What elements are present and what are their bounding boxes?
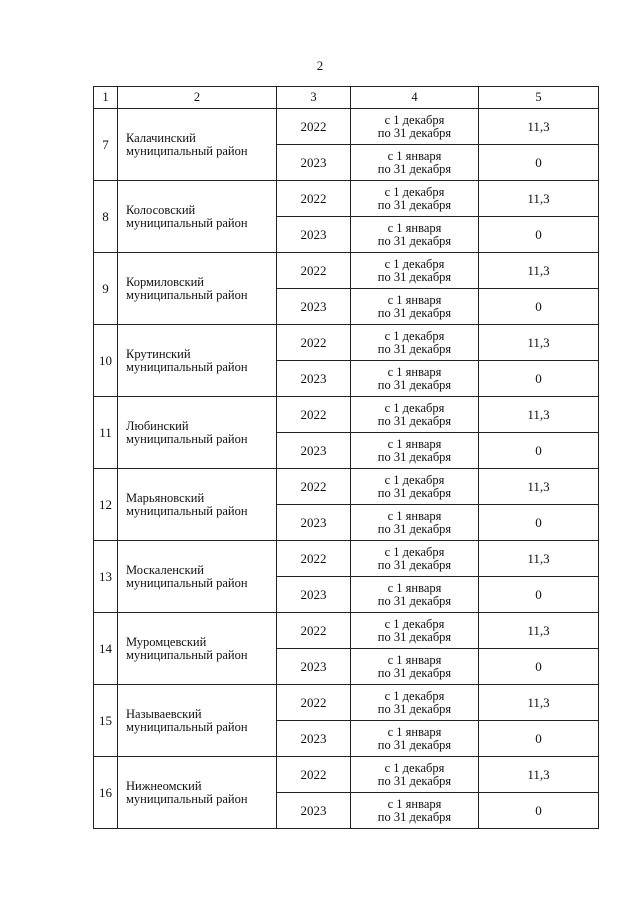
row-number-text: 13 xyxy=(99,569,112,584)
period-cell xyxy=(351,289,479,325)
period-cell-text: с 1 января xyxy=(387,148,442,163)
header-cell-3: 3 xyxy=(277,87,351,109)
period-cell-text: с 1 декабря xyxy=(384,544,445,559)
rate-cell xyxy=(479,433,599,469)
year-cell-text: 2022 xyxy=(300,335,327,350)
year-cell xyxy=(277,505,351,541)
district-name xyxy=(118,757,277,829)
rate-cell-text: 11,3 xyxy=(527,623,550,638)
rate-cell-text: 0 xyxy=(535,659,542,674)
year-cell xyxy=(277,361,351,397)
row-number-text: 12 xyxy=(99,497,112,512)
period-cell xyxy=(351,685,479,721)
row-number xyxy=(94,685,118,757)
year-cell-text: 2022 xyxy=(300,551,327,566)
period-cell-text: с 1 января xyxy=(387,796,442,811)
rate-cell-text: 0 xyxy=(535,227,542,242)
row-number xyxy=(94,253,118,325)
district-name-text: муниципальный район xyxy=(126,719,248,734)
header-cell-2: 2 xyxy=(118,87,277,109)
rate-cell-text: 0 xyxy=(535,587,542,602)
rate-cell xyxy=(479,613,599,649)
district-name-text: Калачинский xyxy=(126,130,196,145)
rate-cell xyxy=(479,361,599,397)
district-name-text: Марьяновский xyxy=(126,490,205,505)
table-row xyxy=(94,397,599,433)
year-cell xyxy=(277,145,351,181)
period-cell-text: по 31 декабря xyxy=(377,197,452,212)
year-cell xyxy=(277,793,351,829)
table-row xyxy=(94,685,599,721)
table-row xyxy=(94,325,599,361)
rate-cell-text: 11,3 xyxy=(527,407,550,422)
rate-cell xyxy=(479,505,599,541)
year-cell-text: 2023 xyxy=(300,515,327,530)
rate-cell xyxy=(479,469,599,505)
district-name-text: муниципальный район xyxy=(126,215,248,230)
row-number-text: 9 xyxy=(102,281,109,296)
rate-cell-text: 11,3 xyxy=(527,335,550,350)
rate-cell xyxy=(479,649,599,685)
district-name xyxy=(118,109,277,181)
year-cell-text: 2022 xyxy=(300,767,327,782)
period-cell xyxy=(351,217,479,253)
rate-cell xyxy=(479,325,599,361)
district-name xyxy=(118,469,277,541)
period-cell-text: по 31 декабря xyxy=(377,377,452,392)
rate-cell-text: 11,3 xyxy=(527,479,550,494)
period-cell xyxy=(351,793,479,829)
rate-cell xyxy=(479,181,599,217)
period-cell-text: по 31 декабря xyxy=(377,665,452,680)
period-cell-text: с 1 декабря xyxy=(384,760,445,775)
rate-cell xyxy=(479,685,599,721)
row-number xyxy=(94,181,118,253)
district-name-text: муниципальный район xyxy=(126,647,248,662)
year-cell xyxy=(277,469,351,505)
rate-cell-text: 11,3 xyxy=(527,767,550,782)
year-cell-text: 2023 xyxy=(300,155,327,170)
year-cell-text: 2023 xyxy=(300,371,327,386)
district-name-text: Нижнеомский xyxy=(126,778,202,793)
period-cell-text: с 1 января xyxy=(387,652,442,667)
period-cell-text: с 1 декабря xyxy=(384,400,445,415)
period-cell-text: с 1 декабря xyxy=(384,472,445,487)
row-number-text: 15 xyxy=(99,713,112,728)
year-cell-text: 2023 xyxy=(300,731,327,746)
rate-cell-text: 0 xyxy=(535,443,542,458)
year-cell-text: 2023 xyxy=(300,659,327,674)
district-name-text: Муромцевский xyxy=(126,634,207,649)
rate-cell xyxy=(479,217,599,253)
district-name-text: муниципальный район xyxy=(126,143,248,158)
year-cell xyxy=(277,757,351,793)
row-number-text: 8 xyxy=(102,209,109,224)
rate-cell-text: 11,3 xyxy=(527,191,550,206)
period-cell-text: по 31 декабря xyxy=(377,629,452,644)
period-cell xyxy=(351,721,479,757)
row-number xyxy=(94,469,118,541)
year-cell xyxy=(277,397,351,433)
year-cell xyxy=(277,721,351,757)
period-cell-text: по 31 декабря xyxy=(377,593,452,608)
period-cell-text: с 1 декабря xyxy=(384,256,445,271)
district-name-text: Крутинский xyxy=(126,346,191,361)
period-cell-text: с 1 января xyxy=(387,436,442,451)
period-cell-text: по 31 декабря xyxy=(377,413,452,428)
period-cell-text: по 31 декабря xyxy=(377,521,452,536)
period-cell xyxy=(351,181,479,217)
district-name xyxy=(118,685,277,757)
rate-cell-text: 0 xyxy=(535,371,542,386)
year-cell xyxy=(277,649,351,685)
year-cell xyxy=(277,577,351,613)
rate-cell-text: 11,3 xyxy=(527,695,550,710)
period-cell xyxy=(351,541,479,577)
header-row xyxy=(94,87,599,109)
table-row xyxy=(94,757,599,793)
period-cell xyxy=(351,145,479,181)
year-cell-text: 2022 xyxy=(300,191,327,206)
period-cell xyxy=(351,757,479,793)
district-name-text: муниципальный район xyxy=(126,287,248,302)
row-number xyxy=(94,541,118,613)
year-cell xyxy=(277,541,351,577)
table-row xyxy=(94,181,599,217)
district-name-text: муниципальный район xyxy=(126,503,248,518)
year-cell-text: 2022 xyxy=(300,479,327,494)
district-name xyxy=(118,613,277,685)
period-cell xyxy=(351,253,479,289)
district-name-text: муниципальный район xyxy=(126,575,248,590)
rate-cell-text: 0 xyxy=(535,299,542,314)
year-cell-text: 2022 xyxy=(300,263,327,278)
period-cell-text: с 1 декабря xyxy=(384,112,445,127)
period-cell-text: по 31 декабря xyxy=(377,161,452,176)
rate-cell-text: 0 xyxy=(535,155,542,170)
row-number-text: 14 xyxy=(99,641,112,656)
table-row xyxy=(94,613,599,649)
rate-cell-text: 0 xyxy=(535,731,542,746)
period-cell-text: по 31 декабря xyxy=(377,341,452,356)
district-name-text: муниципальный район xyxy=(126,359,248,374)
table-row xyxy=(94,469,599,505)
row-number-text: 11 xyxy=(99,425,112,440)
period-cell-text: по 31 декабря xyxy=(377,233,452,248)
period-cell-text: по 31 декабря xyxy=(377,773,452,788)
period-cell-text: с 1 декабря xyxy=(384,184,445,199)
year-cell xyxy=(277,217,351,253)
rate-cell xyxy=(479,253,599,289)
district-name xyxy=(118,181,277,253)
rate-cell-text: 0 xyxy=(535,515,542,530)
year-cell xyxy=(277,325,351,361)
rate-cell xyxy=(479,289,599,325)
table-row xyxy=(94,109,599,145)
period-cell-text: по 31 декабря xyxy=(377,701,452,716)
period-cell-text: с 1 декабря xyxy=(384,328,445,343)
period-cell-text: по 31 декабря xyxy=(377,305,452,320)
year-cell xyxy=(277,181,351,217)
period-cell-text: с 1 декабря xyxy=(384,616,445,631)
year-cell xyxy=(277,109,351,145)
row-number xyxy=(94,109,118,181)
period-cell-text: по 31 декабря xyxy=(377,449,452,464)
period-cell-text: с 1 января xyxy=(387,508,442,523)
period-cell-text: по 31 декабря xyxy=(377,125,452,140)
rate-cell xyxy=(479,793,599,829)
table-row xyxy=(94,541,599,577)
period-cell xyxy=(351,469,479,505)
rate-cell xyxy=(479,109,599,145)
district-name xyxy=(118,325,277,397)
period-cell-text: по 31 декабря xyxy=(377,737,452,752)
year-cell xyxy=(277,253,351,289)
row-number xyxy=(94,757,118,829)
rate-cell xyxy=(479,145,599,181)
district-name-text: муниципальный район xyxy=(126,791,248,806)
period-cell-text: с 1 января xyxy=(387,580,442,595)
district-name-text: Колосовский xyxy=(126,202,196,217)
period-cell-text: с 1 декабря xyxy=(384,688,445,703)
rate-cell xyxy=(479,397,599,433)
rate-cell xyxy=(479,577,599,613)
district-name xyxy=(118,253,277,325)
period-cell xyxy=(351,649,479,685)
period-cell xyxy=(351,613,479,649)
period-cell-text: с 1 января xyxy=(387,724,442,739)
year-cell-text: 2022 xyxy=(300,695,327,710)
rate-cell xyxy=(479,757,599,793)
period-cell-text: по 31 декабря xyxy=(377,809,452,824)
page-number: 2 xyxy=(316,58,324,73)
rate-cell xyxy=(479,541,599,577)
district-name-text: Кормиловский xyxy=(126,274,204,289)
row-number xyxy=(94,397,118,469)
period-cell xyxy=(351,361,479,397)
row-number xyxy=(94,325,118,397)
district-name xyxy=(118,397,277,469)
rate-cell-text: 11,3 xyxy=(527,263,550,278)
header-cell-4: 4 xyxy=(351,87,479,109)
period-cell xyxy=(351,505,479,541)
row-number-text: 7 xyxy=(102,137,109,152)
header-cell-5: 5 xyxy=(479,87,599,109)
period-cell xyxy=(351,325,479,361)
year-cell-text: 2023 xyxy=(300,227,327,242)
table-row xyxy=(94,253,599,289)
year-cell-text: 2022 xyxy=(300,407,327,422)
period-cell xyxy=(351,433,479,469)
period-cell-text: по 31 декабря xyxy=(377,485,452,500)
period-cell-text: по 31 декабря xyxy=(377,269,452,284)
district-name-text: Называевский xyxy=(126,706,202,721)
period-cell xyxy=(351,577,479,613)
year-cell-text: 2022 xyxy=(300,119,327,134)
period-cell-text: по 31 декабря xyxy=(377,557,452,572)
year-cell-text: 2023 xyxy=(300,443,327,458)
rate-cell xyxy=(479,721,599,757)
year-cell xyxy=(277,433,351,469)
year-cell-text: 2023 xyxy=(300,299,327,314)
row-number-text: 16 xyxy=(99,785,112,800)
year-cell xyxy=(277,289,351,325)
district-name-text: муниципальный район xyxy=(126,431,248,446)
table-body xyxy=(94,87,599,829)
year-cell xyxy=(277,685,351,721)
row-number-text: 10 xyxy=(99,353,112,368)
tariff-table xyxy=(93,86,599,829)
rate-cell-text: 11,3 xyxy=(527,119,550,134)
district-name xyxy=(118,541,277,613)
district-name-text: Москаленский xyxy=(126,562,204,577)
period-cell-text: с 1 января xyxy=(387,364,442,379)
year-cell-text: 2023 xyxy=(300,587,327,602)
header-cell-1: 1 xyxy=(94,87,118,109)
period-cell xyxy=(351,109,479,145)
period-cell-text: с 1 января xyxy=(387,292,442,307)
year-cell xyxy=(277,613,351,649)
year-cell-text: 2023 xyxy=(300,803,327,818)
row-number xyxy=(94,613,118,685)
period-cell-text: с 1 января xyxy=(387,220,442,235)
year-cell-text: 2022 xyxy=(300,623,327,638)
rate-cell-text: 11,3 xyxy=(527,551,550,566)
period-cell xyxy=(351,397,479,433)
rate-cell-text: 0 xyxy=(535,803,542,818)
district-name-text: Любинский xyxy=(126,418,189,433)
